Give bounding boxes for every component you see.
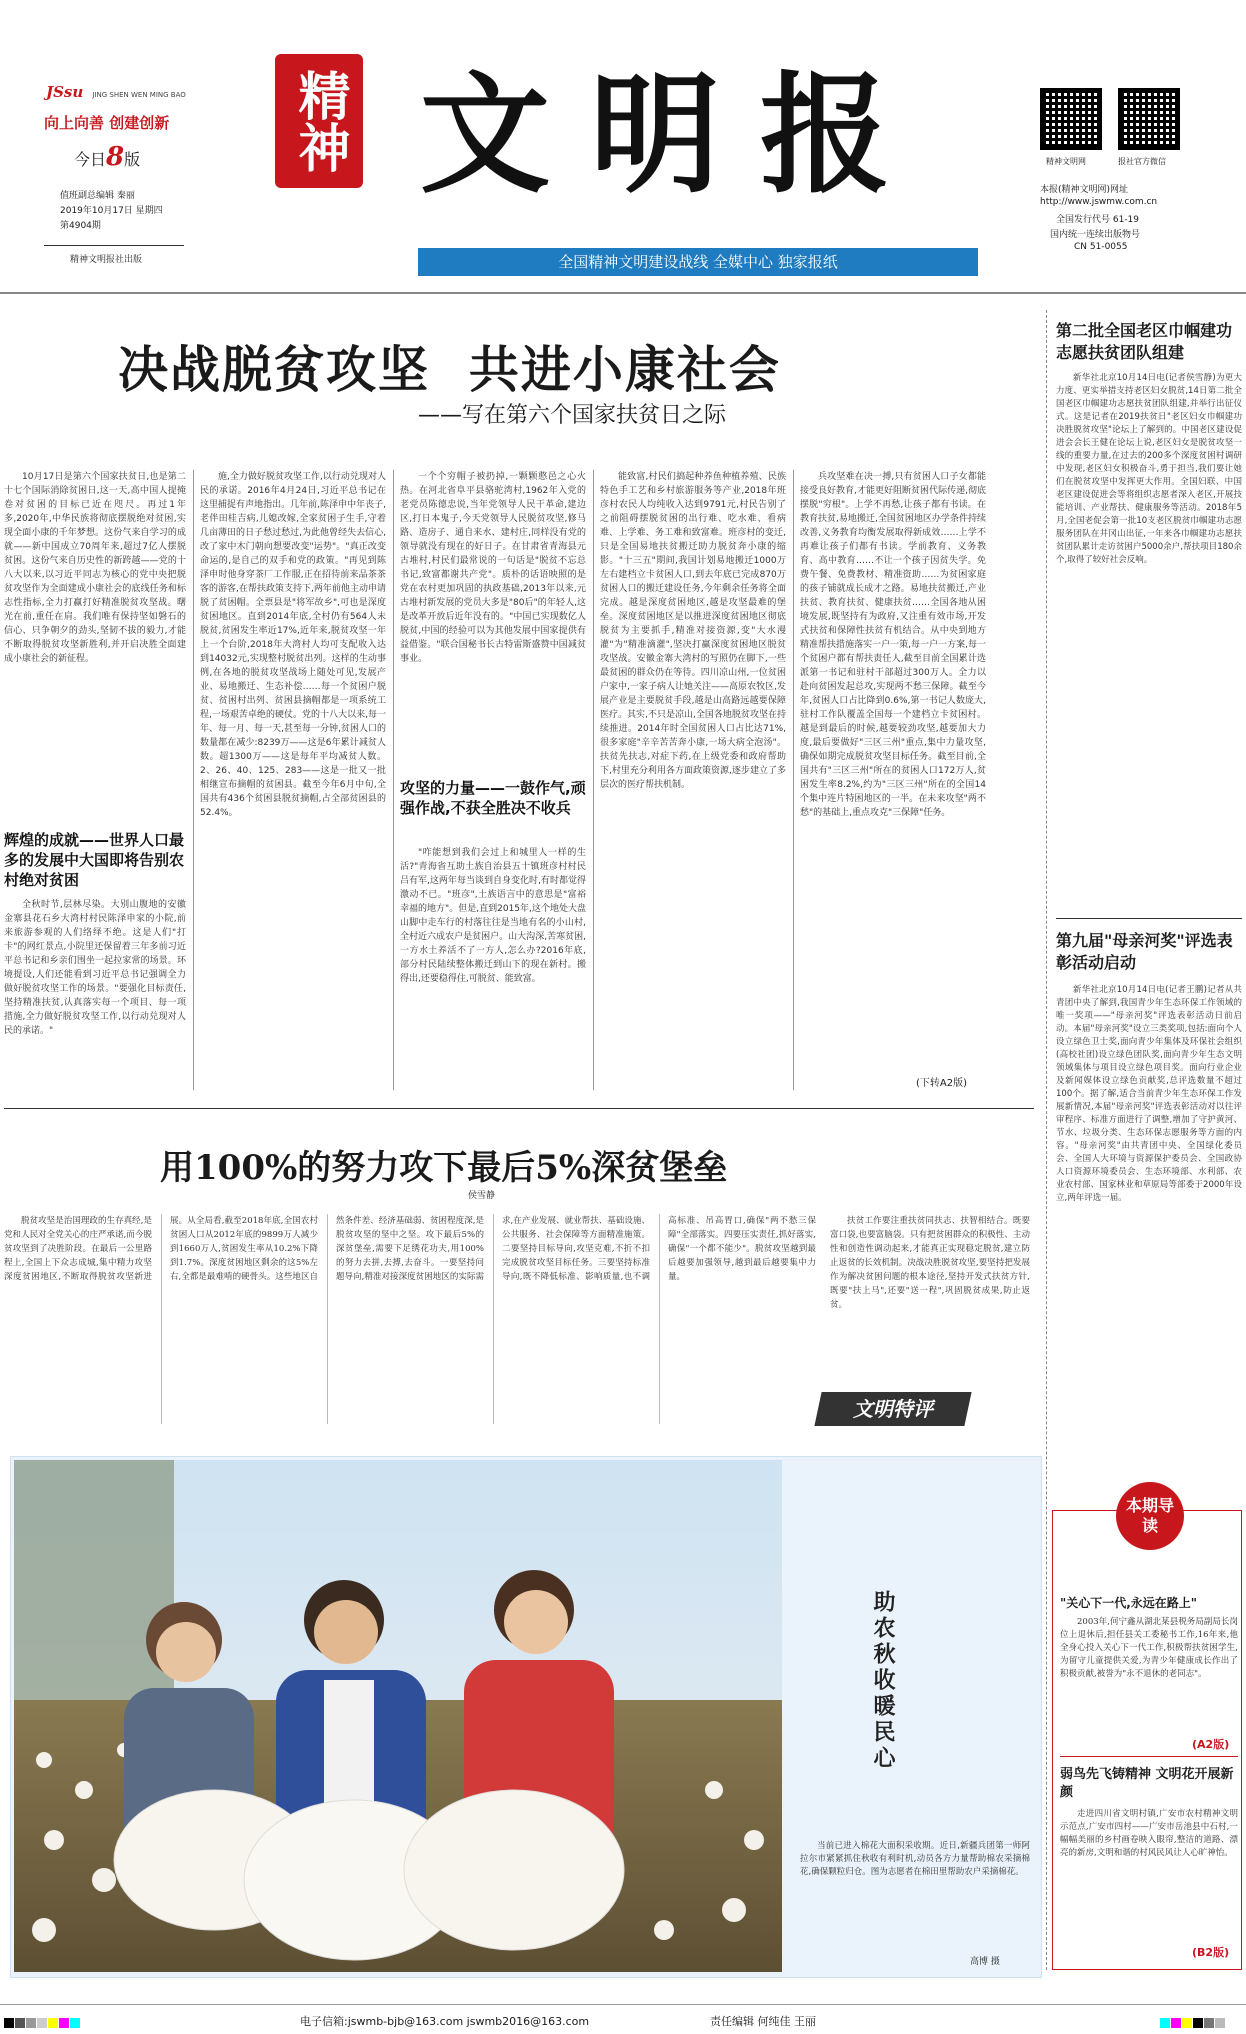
photo-credit: 高博 摄	[970, 1957, 1000, 1967]
right-rule-1	[1056, 918, 1242, 919]
website-url[interactable]: http://www.jswmw.com.cn	[1040, 197, 1158, 207]
guide-item-1	[1060, 1616, 1238, 1734]
commentary-author: 侯雪静	[468, 1191, 496, 1201]
masthead-left-rule	[44, 245, 184, 246]
col-rule-2	[393, 470, 394, 1090]
color-registration-right	[1160, 2013, 1226, 2032]
guide-item-2-text: 走进四川省文明村镇,广安市农村精神文明示范点,广安市四村——广安市岳池县中石村,一幅幅美丽的乡村画卷映入眼帘,整洁的道路、漂亮的新房,文明和谐的村风民风让人心旷神怡。	[1060, 1809, 1238, 1858]
lead-column-2	[200, 470, 386, 1090]
lead-col5-text: 兵攻坚难在决一搏,只有贫困人口子女都能接受良好教育,才能更好阻断贫困代际传递,彻底摆脱"穷根"。上学不再愁,让孩子都有书读。在教育扶贫,易地搬迁,全国贫困地区办学条件持续改善,义务教育均衡发展取得新成效……上学不再难让孩子们都有书读。学前教育、义务教育、高中教育……不让一个孩子因贫失学。免费午餐、免费教材、精准资助……为贫困家庭的孩子铺就成长成才之路。易地扶贫搬迁,产业扶贫、教育扶贫、健康扶贫……全国各地从困境发展,既坚持有为政府,又注重有效市场,开发式扶贫和保障性扶贫有机结合。从中央到地方精准帮扶措施落实一户一策,每一户一方案,每一个贫困户都有帮扶责任人,截至目前全国累计选派第一书记和驻村干部超过300万人。全力以赴向贫困发起总攻,实现两不愁三保障。截至今年,贫困人口占比降到0.6%,第一书记人数庞大,驻村工作队覆盖全国每一个建档立卡贫困村。越是到最后的时候,越要较劲攻坚,越要加大力度,最后要做好"三区三州"重点,集中力量攻坚,确保如期完成脱贫攻坚目标任务。截至目前,全国共有"三区三州"所在的贫困人口172万人,贫困发生率8.2%,约为"三区三州"所在的全国14个集中连片特困地区的一半。在未来攻坚"两不愁"的基础上,重点攻克"三保障"任务。	[800, 472, 986, 818]
lead-col3-text: 一个个穷帽子被扔掉,一颗颗憨邑之心火热。在河北省阜平县骆驼湾村,1962年入党的老党员陈德忠说,当年党领导人民干革命,建边区,打日本鬼子,今天党领导人民脱贫攻坚,修马路、造房子、通自来水、建村庄,同样没有党的领导就没有现在的好日子。在甘肃省青海县元古堆村,村民们最常说的一句话是"脱贫不忘总书记,致富都谢共产党"。质朴的话语映照的是党在农村更加巩固的执政基础,2013年以来,元古堆村新发展的党员大多是"80后"的年轻人,这是改革开放后近年没有的。"中国已实现数亿人脱贫,中国的经验可以为其他发展中国家提供有益借鉴。"联合国秘书长古特雷斯盛赞中国减贫事业。	[400, 472, 586, 664]
issue-line: 第4904期	[60, 221, 101, 231]
footer-email[interactable]: 电子信箱:jswmb-bjb@163.com jswmb2016@163.com	[300, 2015, 590, 2028]
footer-editor: 责任编辑 何纯佳 王丽	[710, 2015, 816, 2028]
guide-badge	[1116, 1482, 1184, 1550]
commentary-body-2	[830, 1214, 1030, 1374]
commentary-badge	[814, 1392, 971, 1426]
lead-column-3b	[400, 846, 586, 1090]
cotton-harvest-photo	[14, 1460, 782, 1972]
commentary-text-2: 扶贫工作要注重扶贫同扶志、扶智相结合。既要富口袋,也要富脑袋。只有把贫困群众的积极性、主动性和创造性调动起来,才能真正实现稳定脱贫,建立防止返贫的长效机制。决战决胜脱贫攻坚,要坚持把发展作为解决贫困问题的根本途径,坚持开发式扶贫方针,既要"扶上马",还要"送一程",巩固脱贫成果,防止返贫。	[830, 1216, 1030, 1310]
title-seal	[275, 54, 363, 188]
lead-col1-text: 10月17日是第六个国家扶贫日,也是第二十七个国际消除贫困日,这一天,高中国人提掩卷对贫困的目标已近在咫尺。再过1年多,2020年,中华民族将彻底摆脱绝对贫困,实现全面小康的千年梦想。这份气来自学习的成就——新中国成立70周年来,超过7亿人摆脱贫困。这份气来自历史性的新跨越——党的十八大以来,以习近平同志为核心的党中央把脱贫攻坚作为全面建成小康社会的底线任务和标志性指标,全力打赢打好精准脱贫攻坚战。曙光在前,重任在肩。我们唯有保持坚如磐石的信心、只争朝夕的劲头,坚韧不拔的毅力,才能不断取得脱贫攻坚新胜利,并开启决胜全面建成小康社会的新征程。	[4, 472, 186, 664]
guide-badge-text: 本期导读	[1126, 1496, 1175, 1535]
today-suffix: 版	[124, 150, 141, 169]
right-column-rule	[1046, 310, 1047, 1970]
lead-continued[interactable]: (下转A2版)	[916, 1078, 968, 1089]
masthead-bottom-rule	[0, 292, 1246, 294]
commentary-top-rule	[4, 1108, 1034, 1109]
today-count: 8	[106, 142, 125, 172]
title-seal-text: 精神	[289, 69, 350, 173]
cn-number: CN 51-0055	[1074, 242, 1128, 252]
col-rule-4	[793, 470, 794, 1090]
lead-column-1b	[4, 898, 186, 1088]
publisher: 精神文明报社出版	[70, 255, 143, 265]
photo-vertical-caption: 助农秋收暖民心	[870, 1590, 896, 1772]
right-article-1-text: 新华社北京10月14日电(记者侯雪静)为更大力度、更实举措支持老区妇女脱贫,14日第二批全国老区巾帼建功志愿扶贫团队组建,并举行出征仪式。这是记者在2019扶贫日"老区妇女巾帼建功决胜脱贫攻坚"论坛上了解到的。中国老区建设促进会会长王健在论坛上说,老区妇女是脱贫攻坚一线的重要力量,在过去的200多个深度贫困村调研中发现,老区妇女积极奋斗,勇于担当,我们要让她们在脱贫攻坚中发挥更大作用。全国妇联、中国老区建设促进会等将组织志愿者深入老区,开展技能培训、产业帮扶、健康服务等活动。2018年5月,全国老促会第一批10支老区脱贫巾帼建功志愿服务团队在井冈山出征,一年来各巾帼建功志愿扶贫团队累计走访贫困户5000余户,帮扶项目180余个,取得了较好社会反响。	[1056, 373, 1242, 565]
photo-caption-text: 当前已进入棉花大面积采收期。近日,新疆兵团第一师阿拉尔市紧紧抓住秋收有利时机,动员各方力量帮助棉农采摘棉花,确保颗粒归仓。图为志愿者在棉田里帮助农户采摘棉花。	[800, 1841, 1030, 1877]
guide-item-2-page[interactable]: (B2版)	[1192, 1946, 1230, 1959]
title-main: 文明报	[420, 58, 931, 211]
photo-illustration	[14, 1460, 782, 1972]
banner-bar	[418, 248, 978, 276]
lead-column-3	[400, 470, 586, 770]
guide-item-2-title[interactable]: 弱鸟先飞铸精神 文明花开展新颜	[1060, 1767, 1234, 1800]
commentary-headline: 用100%的努力攻下最后5%深贫堡垒	[160, 1148, 728, 1188]
guide-item-1-text: 2003年,何宁鑫从湖北某县税务局副局长岗位上退休后,担任县关工委秘书工作,16年来,他全身心投入关心下一代工作,积极帮扶贫困学生,为留守儿童提供关爱,为青少年健康成长作出了积极贡献,被誉为"永不退休的老同志"。	[1060, 1617, 1238, 1679]
right-article-2-text: 新华社北京10月14日电(记者王鹏)记者从共青团中央了解到,我国青少年生态环保工作领域的唯一奖项——"母亲河奖"评选表彰活动日前启动。本届"母亲河奖"设立三类奖项,包括:面向个人设立绿色卫士奖,面向青少年集体及环保社会组织(高校社团)设立绿色团队奖,面向青少年生态文明领域集体与项目设立绿色项目奖。面向行业企业及新闻媒体设立绿色贡献奖,总评选数量不超过100个。据了解,适合当前青少年生态环保工作发展新情况,本届"母亲河奖"评选表彰活动对以往评审程序、标准方面进行了调整,增加了守护黄河、节水、垃圾分类、生态环保志愿服务等方面的内容。"母亲河奖"由共青团中央、全国绿化委员会、全国人大环境与资源保护委员会、全国政协人口资源环境委员会、生态环境部、水利部、农业农村部、国家林业和草原局等部委于2000年设立,两年评选一届。	[1056, 985, 1242, 1203]
guide-item-1-title[interactable]: "关心下一代,永远在路上"	[1060, 1596, 1198, 1610]
guide-rule	[1060, 1756, 1238, 1757]
commentary-text-1: 脱贫攻坚是治国理政的生存真经,是党和人民对全党关心的庄严承诺,而今脱贫攻坚到了决胜阶段。在最后一公里路程上,全国上下众志成城,集中精力攻坚深度贫困地区,不断取得脱贫攻坚新进展。从全局看,截至2018年底,全国农村贫困人口从2012年底的9899万人减少到1660万人,贫困发生率从10.2%下降到1.7%。深度贫困地区剩余的这5%左右,全都是最难啃的硬骨头。这些地区自然条件差、经济基础弱、贫困程度深,是脱贫攻坚的坚中之坚。攻下最后5%的深贫堡垒,需要下足绣花功夫,用100%的努力去拼,去搏,去奋斗。一要坚持问题导向,精准对接深度贫困地区的实际需求,在产业发展、就业帮扶、基础设施、公共服务、社会保障等方面精准施策。二要坚持目标导向,攻坚克难,不折不扣完成脱贫攻坚目标任务。三要坚持标准导向,既不降低标准、影响质量,也不调高标准、吊高胃口,确保"两不愁三保障"全部落实。四要压实责任,抓好落实,确保"一个都不能少"。脱贫攻坚越到最后越要加强领导,越到最后越要集中力量。	[4, 1216, 816, 1282]
qr-code-website	[1040, 88, 1102, 150]
right-headline-2: 第九届"母亲河奖"评选表彰活动启动	[1056, 931, 1233, 972]
lead-subheading-2: 攻坚的力量——一鼓作气,顽强作战,不获全胜决不收兵	[400, 779, 586, 817]
qr2-label: 报社官方微信	[1118, 157, 1166, 166]
today-prefix: 今日	[74, 150, 107, 169]
footer-bar	[0, 2004, 1246, 2034]
right-headline-1: 第二批全国老区巾帼建功志愿扶贫团队组建	[1056, 321, 1233, 362]
lead-col1b-text: 全秋时节,层林尽染。大别山腹地的安徽金寨县花石乡大湾村村民陈泽申家的小院,前来旅游参观的人们络绎不绝。这是人们"打卡"的网红景点,小院里还保留着三年多前习近平总书记和乡亲们围坐一起拉家常的场景。环境提设,人们还能看到习近平总书记强调全力做好脱贫攻坚工作的场景。"要强化目标责任,坚持精准扶贫,认真落实每一个项目、每一项措施,全力做好脱贫攻坚工作,以行动兑现对人民的承诺。"	[4, 900, 186, 1036]
slogan: 向上向善 创建创新	[44, 114, 170, 132]
photo-caption	[800, 1840, 1030, 1950]
guide-item-2	[1060, 1808, 1238, 1938]
website-label: 本报(精神文明网)网址	[1040, 185, 1129, 195]
lead-col2-text: 施,全力做好脱贫攻坚工作,以行动兑现对人民的承诺。2016年4月24日,习近平总书记在这里捕捉有声地指出。几年前,陈泽申中年丧子,老伴田桂吉病,儿媳改嫁,全家贫困子生手,守着几亩薄田的日子愁过愁过,为此他曾经失去信心,改了家中木门朝向想要改变"运势"。"真正改变命运的,是自己的双手和党的政策。"再见到陈泽申时他身穿茶厂工作服,正在招待前来品茶茶客的游客,在帮扶政策支持下,两年前他主动申请脱了贫困帽。全票县是"将军故乡",可也是深度贫困地区。直到2014年底,全村仍有564人未脱贫,贫困发生率近17%,近年来,脱贫攻坚一年上一个台阶,2018年大湾村人均可支配收入达到14032元,实现整村脱贫出列。这样的生动事例,在各地的脱贫攻坚战场上随处可见,发展产业、易地搬迁、生态补偿……每一个贫困户脱贫、贫困村出列、贫困县摘帽都是一项系统工程,一场艰苦卓绝的硬仗。党的十八大以来,每一年、每一月、每一天,甚至每一分钟,贫困人口的数量都在减少:8239万——这是6年累计减贫人数。超1300万——这是每年平均减贫人数。2、26、40、125、283——这是一批又一批相继宣布摘帽的贫困县。截至今年6月中旬,全国共有436个贫困县脱贫摘帽,占全部贫困县的52.4%。	[200, 472, 386, 818]
lead-column-4	[600, 470, 786, 1090]
date-line: 2019年10月17日 星期四	[60, 206, 163, 216]
postal-code: 全国发行代号 61-19	[1056, 215, 1140, 225]
logo-small	[46, 82, 186, 101]
lead-col4-text: 能致富,村民们搞起种养鱼种植养殖、民族特色手工艺和乡村旅游服务等产业,2018年班彦村农民人均纯收入达到9791元,村民告别了之前阻碍摆脱贫困的出行难、吃水难、看病难、上学难、务工难和致富难。班彦村的变迁,只是全国易地扶贫搬迁助力脱贫奔小康的缩影。"十三五"期间,我国计划易地搬迁1000万左右建档立卡贫困人口,到去年底已完成870万贫困人口的搬迁建设任务,今年剩余任务将全面完成。越是深度贫困地区,越是攻坚最难的堡垒。深度贫困地区是以推进深度贫困地区彻底脱贫为主要抓手,精准对接资源,变"大水漫灌"为"精准滴灌",坚决打赢深度贫困地区脱贫攻坚战。安徽金寨大湾村的写照仍在脚下,一些最贫困的群众仍在等待。四川凉山州,一位贫困户家中,一家子病人让她关注——高原农牧区,发展产业是主要脱贫手段,越是山高路远越要保障医疗。其实,不只是凉山,全国各地脱贫攻坚在持续推进。2014年时全国贫困人口占比达71%,很多家庭"辛辛苦苦奔小康,一场大病全泡汤"。扶贫先扶志,对症下药,在上级党委和政府帮助下,村里充分利用各方面政策资源,逐步建立了多层次的医疗帮扶机制。	[600, 472, 786, 790]
lead-subheading-1: 辉煌的成就——世界人口最多的发展中大国即将告别农村绝对贫困	[4, 831, 185, 889]
lead-col3b-text: "咋能想到我们会过上和城里人一样的生活?"青海省互助土族自治县五十镇班彦村村民吕有军,这两年每当谈到自身变化时,有时都觉得激动不已。"班彦",土族语言中的意思是"富裕幸福的地方"。但是,直到2015年,这个地处大盘山脚中走车行的村落往往是当地有名的小山村,全村近六成农户是贫困户。山大沟深,苦寒贫困,一方水土养活不了一方人,怎么办?2016年底,部分村民陆续整体搬迁到山下的现在新村。搬得出,还要稳得住,可脱贫、能致富。	[400, 848, 586, 984]
commentary-badge-text: 文明特评	[853, 1397, 933, 1421]
qr1-label: 精神文明网	[1046, 157, 1086, 166]
lead-column-5	[800, 470, 986, 1070]
commentary-body	[4, 1214, 816, 1424]
col-rule-3	[593, 470, 594, 1090]
lead-column-1	[4, 470, 186, 825]
today-pages	[74, 142, 140, 172]
masthead	[0, 0, 1246, 290]
qr-code-wechat	[1118, 88, 1180, 150]
right-article-2	[1056, 984, 1242, 1394]
banner-text: 全国精神文明建设战线 全媒中心 独家报纸	[558, 253, 838, 271]
lead-headline: 决战脱贫攻坚 共进小康社会	[118, 340, 781, 399]
lead-subhead: ——写在第六个国家扶贫日之际	[418, 403, 727, 428]
color-registration-left	[4, 2013, 81, 2032]
guide-item-1-page[interactable]: (A2版)	[1192, 1738, 1230, 1751]
cn-label: 国内统一连续出版物号	[1050, 230, 1141, 240]
col-rule-1	[193, 470, 194, 1090]
pinyin: JING SHEN WEN MING BAO	[92, 91, 186, 99]
right-article-1	[1056, 372, 1242, 882]
editor-line: 值班副总编辑 秦丽	[60, 191, 135, 201]
logo-small-text: JSsu	[46, 83, 84, 101]
